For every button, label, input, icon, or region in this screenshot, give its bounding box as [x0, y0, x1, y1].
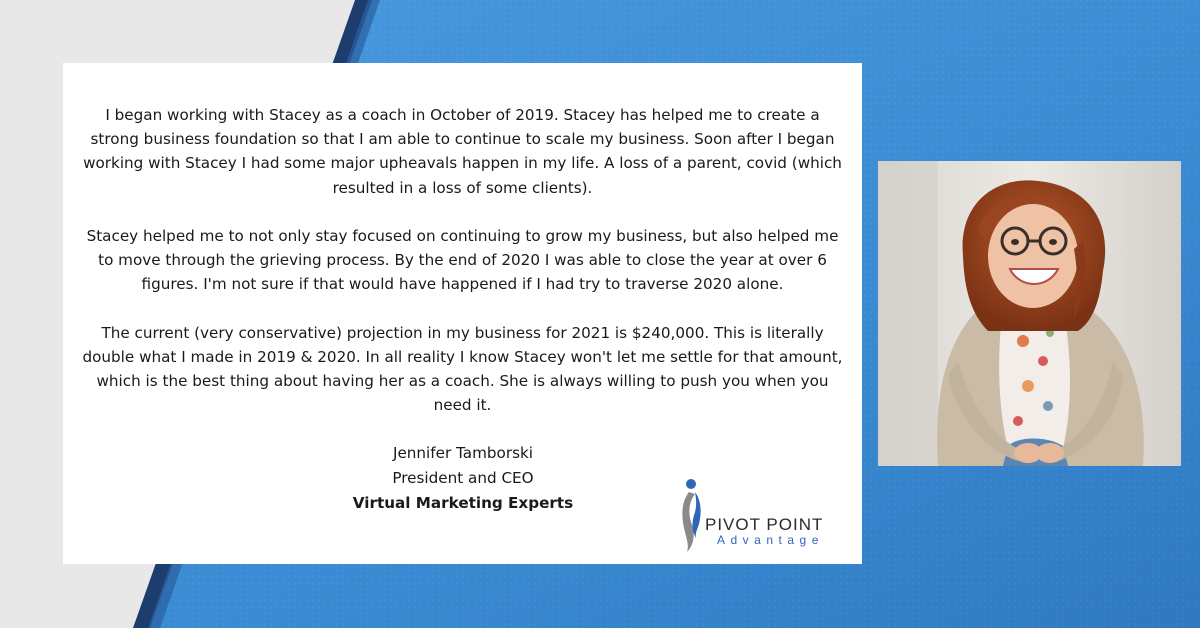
- testimonial-paragraph-3: The current (very conservative) projection in my business for 2021 is $240,000. This is literally double what I made in 2019 & 2020. In all reality I know Stacey won't let me settle for that amount, which is the best thing about having her as a coach. She is always willing to push you when you need it.: [82, 323, 843, 415]
- logo-line-1: PIVOT POINT: [705, 515, 824, 534]
- testimonial-paragraph-2: Stacey helped me to not only stay focused on continuing to grow my business, but also helped me to move through the grieving process. By the end of 2020 I was able to close the year at over 6 figures. I'm not sure if that would have happened if I had try to traverse 2020 alone.: [86, 227, 839, 294]
- logo-line-2: Advantage: [717, 533, 824, 547]
- author-company: Virtual Marketing Experts: [352, 494, 574, 512]
- author-title: President and CEO: [392, 469, 534, 487]
- testimonial-paragraph-1: I began working with Stacey as a coach in October of 2019. Stacey has helped me to create a strong business foundation so that I am able to continue to scale my business. Soon after I began working with Stacey I had some major upheavals happen in my life. A loss of a parent, covid (which resulted in a loss of some clients).: [83, 106, 842, 197]
- author-photo: [878, 161, 1181, 466]
- signature: [263, 441, 663, 516]
- pivot-point-logo: [675, 478, 845, 553]
- author-name: Jennifer Tamborski: [392, 444, 534, 462]
- testimonial-card: [63, 63, 862, 564]
- testimonial-text: [81, 103, 844, 442]
- woman-portrait: [878, 161, 1181, 466]
